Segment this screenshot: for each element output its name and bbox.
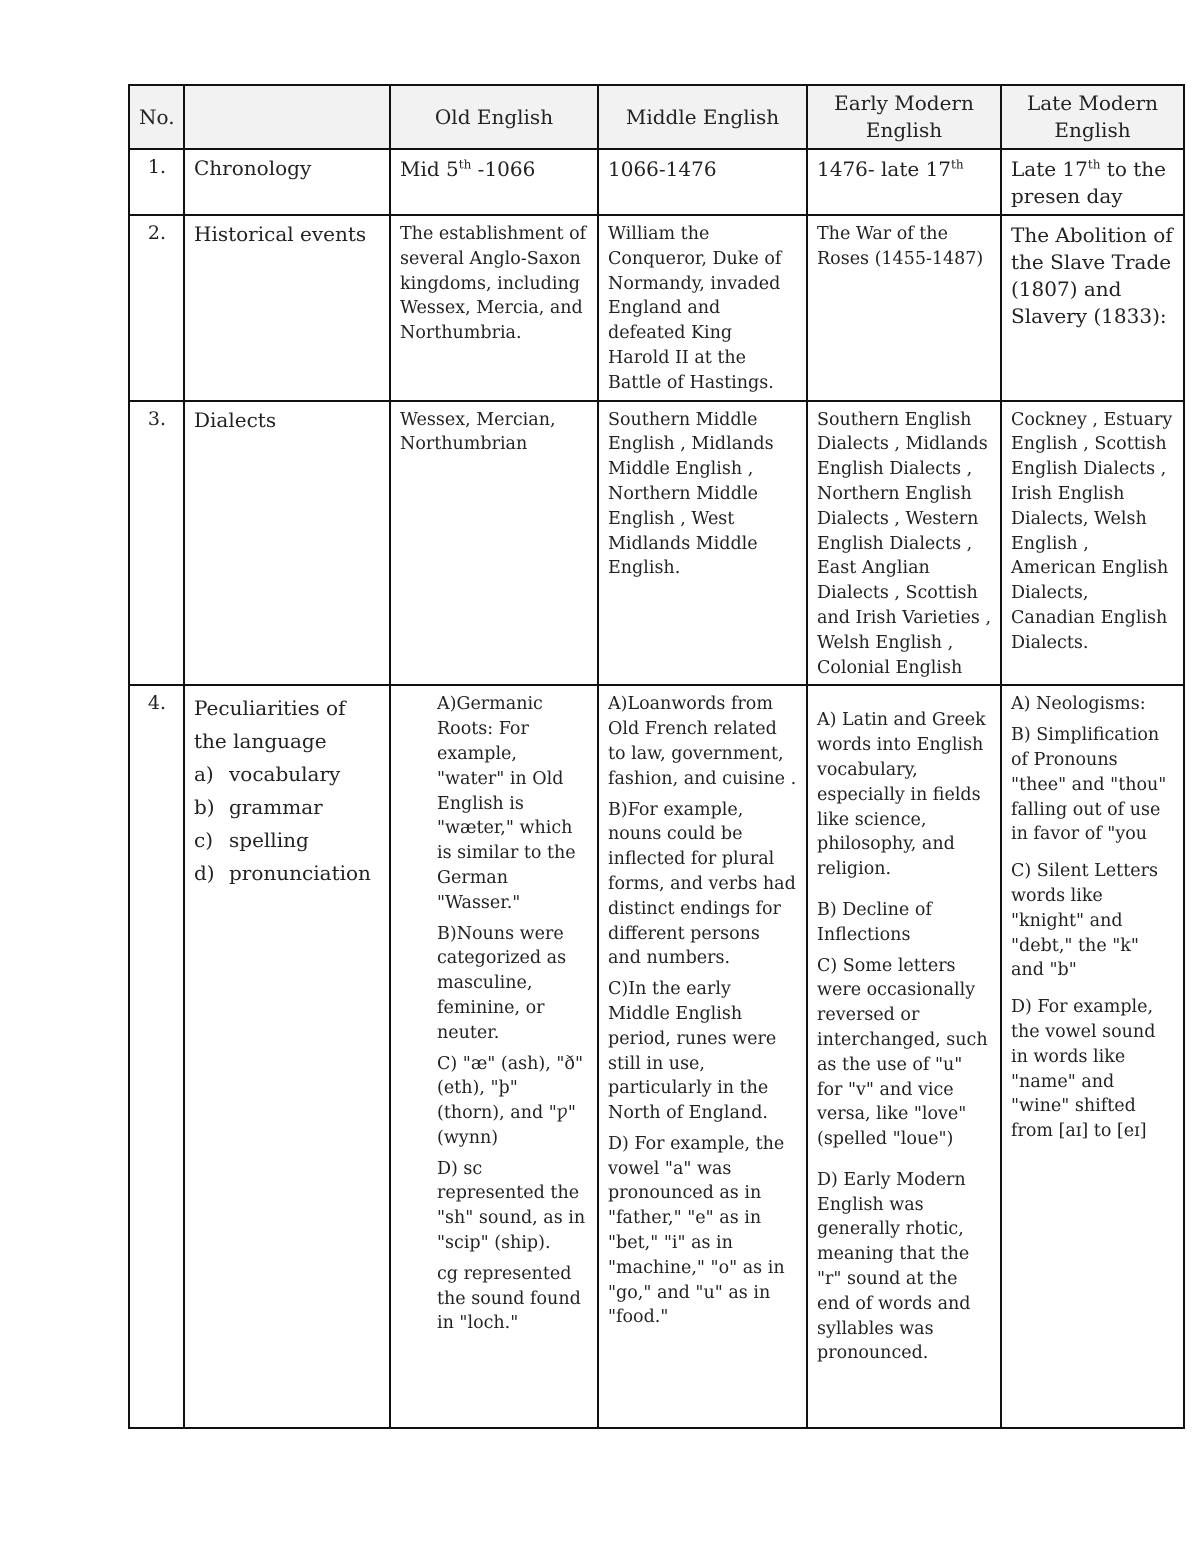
events-early-modern-english: The War of the Roses (1455-1487) [807,215,1001,401]
peculiarities-middle-english [598,685,807,1428]
table-row [129,215,1184,401]
list-item: d) pronunciation [194,861,371,886]
header-middle-english: Middle English [598,85,807,149]
paragraph: D) For example, the vowel "a" was pronounced as in "father," "e" as in "bet," "i" as in "machine," "o" as in "go," and "u" as in "food." [608,1133,785,1328]
events-middle-english: William the Conqueror, Duke of Normandy, invaded England and defeated King Harold II at the Battle of Hastings. [598,215,807,401]
events-late-modern-english: The Abolition of the Slave Trade (1807) and Slavery (1833): [1001,215,1184,401]
list-item: b) grammar [194,795,323,820]
row-label: Dialects [184,401,390,686]
list-item: a) vocabulary [194,762,341,787]
row-label: Historical events [184,215,390,401]
chronology-late-modern-english: Late 17th to the presen day [1001,149,1184,215]
paragraph: C)In the early Middle English period, runes were still in use, particularly in the North of England. [608,979,777,1124]
chronology-middle-english: 1066-1476 [598,149,807,215]
paragraph: A)Loanwords from Old French related to law, government, fashion, and cuisine . [608,694,797,789]
dialects-early-modern-english: Southern English Dialects , Midlands English Dialects , Northern English Dialects , Western English Dialects , East Anglian Dialects , Scottish and Irish Varieties , Welsh English , Colonial English [807,401,1001,686]
peculiarities-early-modern-english [807,685,1001,1428]
paragraph: B)For example, nouns could be inflected for plural forms, and verbs had distinct endings for different persons and numbers. [608,799,796,969]
paragraph: A)Germanic Roots: For example, "water" in Old English is "wæter," which is similar to the German "Wasser." [437,694,576,913]
language-periods-table [128,84,1185,1429]
paragraph: B)Nouns were categorized as masculine, feminine, or neuter. [437,923,567,1043]
paragraph: B) Simplification of Pronouns "thee" and "thou" falling out of use in favor of "you [1011,725,1167,845]
table-row [129,149,1184,215]
dialects-middle-english: Southern Middle English , Midlands Middle English , Northern Middle English , West Midlands Middle English. [598,401,807,686]
chronology-early-modern-english: 1476- late 17th [807,149,1001,215]
chronology-old-english: Mid 5th -1066 [390,149,598,215]
peculiarities-title: Peculiarities of the language [194,696,346,754]
row-number: 1. [129,149,184,215]
paragraph: cg represented the sound found in "loch." [437,1263,581,1334]
paragraph: A) Latin and Greek words into English vocabulary, especially in fields like science, philosophy, and religion. [817,710,986,880]
row-number: 3. [129,401,184,686]
table-row [129,685,1184,1428]
paragraph: C) Some letters were occasionally reversed or interchanged, such as the use of "u" for "v" and vice versa, like "love" (spelled "loue") [817,955,988,1150]
list-item: c) spelling [194,828,309,853]
peculiarities-late-modern-english [1001,685,1184,1428]
row-number: 2. [129,215,184,401]
header-late-modern-english: Late Modern English [1001,85,1184,149]
table-row [129,401,1184,686]
row-number: 4. [129,685,184,1428]
row-label [184,685,390,1428]
paragraph: D) For example, the vowel sound in words like "name" and "wine" shifted from [aɪ] to [eɪ] [1011,997,1156,1142]
row-label: Chronology [184,149,390,215]
header-row [129,85,1184,149]
header-no: No. [129,85,184,149]
paragraph: D) sc represented the "sh" sound, as in "scip" (ship). [437,1158,586,1254]
dialects-old-english: Wessex, Mercian, Northumbrian [390,401,598,686]
aspect-list [194,758,381,890]
events-old-english: The establishment of several Anglo-Saxon kingdoms, including Wessex, Mercia, and Northumbria. [390,215,598,401]
header-old-english: Old English [390,85,598,149]
paragraph: A) Neologisms: [1011,694,1146,715]
header-early-modern-english: Early Modern English [807,85,1001,149]
paragraph: B) Decline of Inflections [817,899,932,945]
peculiarities-old-english [390,685,598,1428]
paragraph: C) Silent Letters words like "knight" and "debt," the "k" and "b" [1011,861,1158,981]
paragraph: C) "æ" (ash), "ð" (eth), "þ" (thorn), and "ƿ" (wynn) [437,1053,583,1148]
paragraph: D) Early Modern English was generally rhotic, meaning that the "r" sound at the end of words and syllables was pronounced. [817,1169,971,1364]
dialects-late-modern-english: Cockney , Estuary English , Scottish English Dialects , Irish English Dialects, Welsh English , American English Dialects, Canadian English Dialects. [1001,401,1184,686]
header-blank [184,85,390,149]
